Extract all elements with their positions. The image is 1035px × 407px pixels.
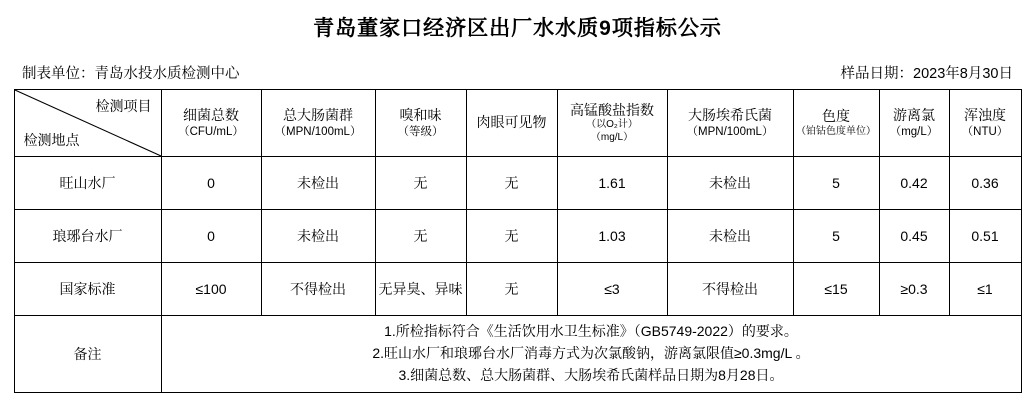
cell-value: ≥0.3 (879, 263, 949, 316)
sample-date-label: 样品日期：2023年8月30日 (840, 66, 1013, 82)
table-row (14, 157, 1021, 210)
table-remark-row (14, 316, 1021, 393)
column-header-odor-taste: 嗅和味 （等级） (375, 90, 466, 157)
remark-body (161, 316, 1021, 393)
cell-value: 未检出 (261, 210, 375, 263)
cell-value: 0.42 (879, 157, 949, 210)
cell-value: ≤1 (949, 263, 1021, 316)
column-header-permanganate-index: 高锰酸盐指数 （以O₂计） （mg/L） (557, 90, 667, 157)
column-header-visible-matter: 肉眼可见物 (466, 90, 557, 157)
cell-value: 无 (375, 157, 466, 210)
cell-value: 0.45 (879, 210, 949, 263)
cell-value: ≤3 (557, 263, 667, 316)
cell-value: 无 (375, 210, 466, 263)
cell-value: 未检出 (667, 210, 793, 263)
cell-value: ≤15 (793, 263, 879, 316)
corner-label-location: 检测地点 (23, 132, 80, 148)
column-header-turbidity: 浑浊度 （NTU） (949, 90, 1021, 157)
column-header-free-chlorine: 游离氯 （mg/L） (879, 90, 949, 157)
column-header-bacteria-count: 细菌总数 （CFU/mL） (161, 90, 261, 157)
cell-value: 0 (161, 157, 261, 210)
column-header-total-coliform: 总大肠菌群 （MPN/100mL） (261, 90, 375, 157)
cell-value: 不得检出 (261, 263, 375, 316)
table-row (14, 210, 1021, 263)
remark-line: 3.细菌总数、总大肠菌群、大肠埃希氏菌样品日期为8月28日。 (398, 366, 784, 383)
row-label-wangshan: 旺山水厂 (14, 157, 161, 210)
cell-value: 无 (466, 157, 557, 210)
cell-value: 1.61 (557, 157, 667, 210)
row-label-national-standard: 国家标准 (14, 263, 161, 316)
maker-unit-label: 制表单位：青岛水投水质检测中心 (22, 66, 240, 82)
cell-value: 0.36 (949, 157, 1021, 210)
cell-value: 未检出 (667, 157, 793, 210)
table-corner-header (14, 90, 161, 157)
table-header-row (14, 90, 1021, 157)
cell-value: 5 (793, 157, 879, 210)
column-header-chromaticity: 色度 （铂钴色度单位） (793, 90, 879, 157)
cell-value: 不得检出 (667, 263, 793, 316)
corner-label-item: 检测项目 (95, 98, 152, 114)
cell-value: 未检出 (261, 157, 375, 210)
cell-value: ≤100 (161, 263, 261, 316)
cell-value: 无异臭、异味 (375, 263, 466, 316)
cell-value: 无 (466, 210, 557, 263)
row-label-langyatai: 琅琊台水厂 (14, 210, 161, 263)
remark-line: 1.所检指标符合《生活饮用水卫生标准》（GB5749-2022）的要求。 (384, 323, 798, 340)
cell-value: 5 (793, 210, 879, 263)
cell-value: 无 (466, 263, 557, 316)
cell-value: 0 (161, 210, 261, 263)
water-quality-table (14, 89, 1022, 393)
cell-value: 0.51 (949, 210, 1021, 263)
page-title: 青岛董家口经济区出厂水水质9项指标公示 (313, 17, 722, 40)
remark-line: 2.旺山水厂和琅琊台水厂消毒方式为次氯酸钠，游离氯限值≥0.3mg/L 。 (372, 345, 810, 362)
remark-label: 备注 (14, 316, 161, 393)
cell-value: 1.03 (557, 210, 667, 263)
table-row (14, 263, 1021, 316)
column-header-ecoli: 大肠埃希氏菌 （MPN/100mL） (667, 90, 793, 157)
document-meta (0, 44, 1035, 89)
